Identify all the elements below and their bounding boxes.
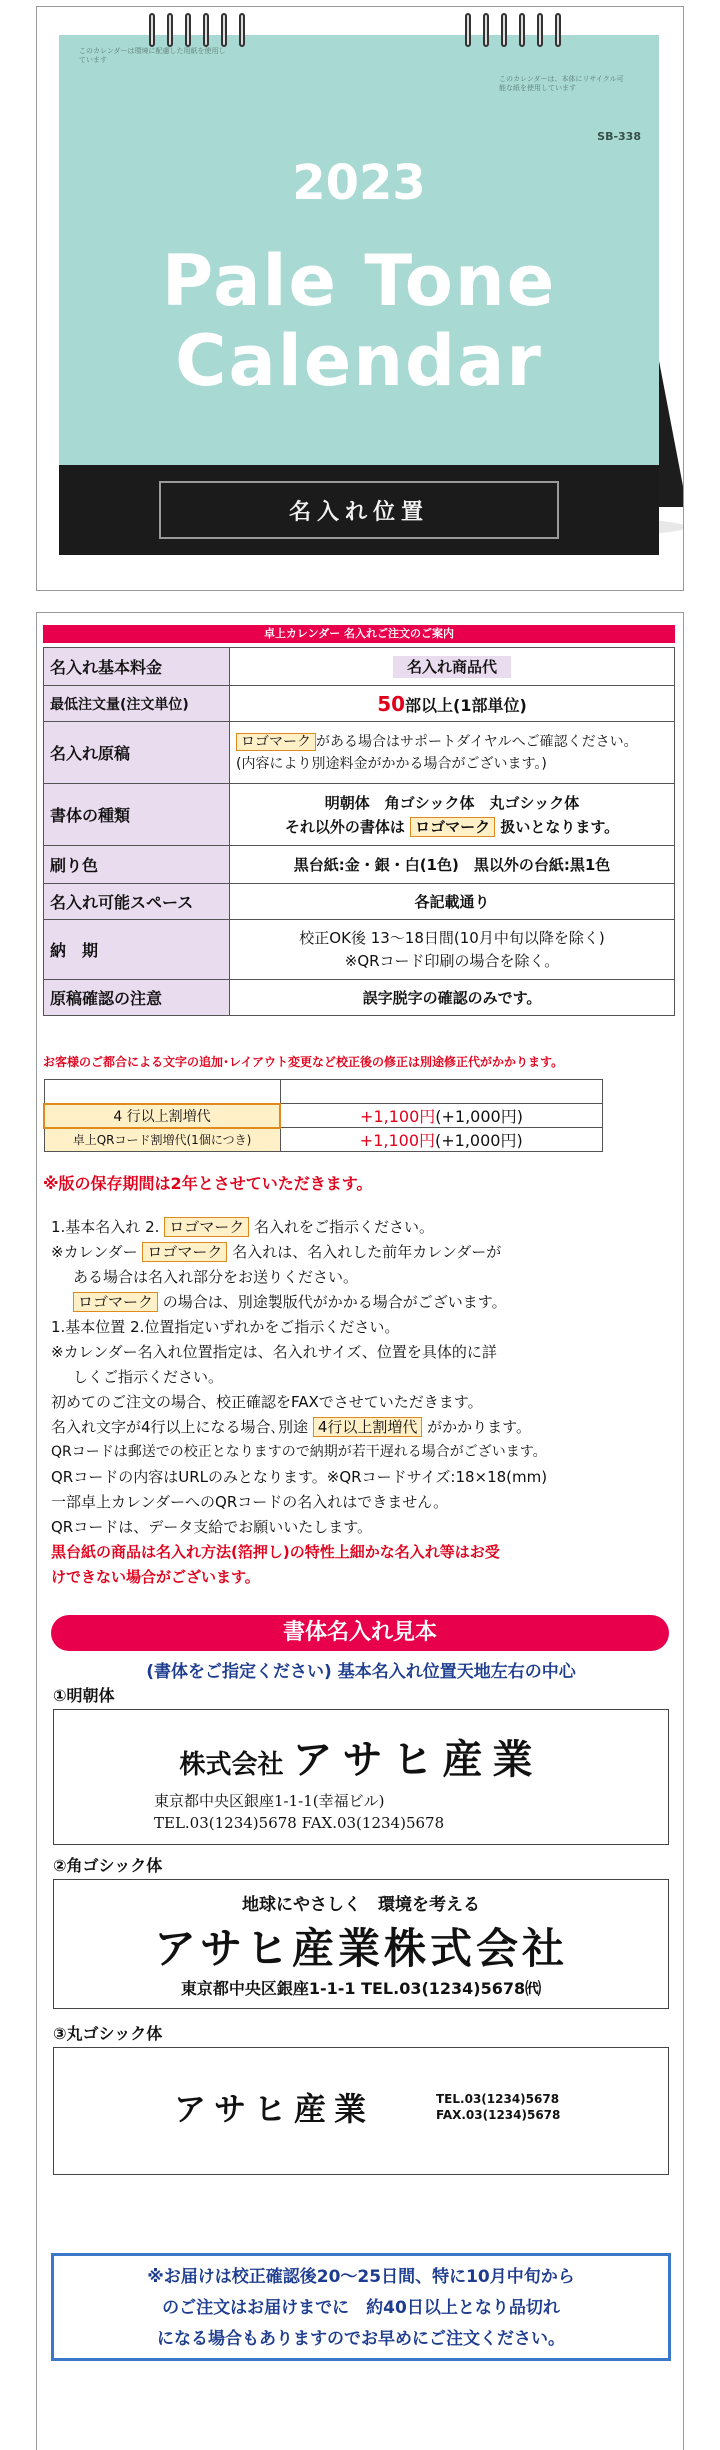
table-row — [44, 846, 675, 884]
maru-tel: TEL.03(1234)5678 — [436, 2092, 560, 2106]
order-info-table — [43, 647, 675, 1016]
name-area-label: 名入れ位置 — [159, 481, 559, 539]
kaku-catchphrase: 地球にやさしく 環境を考える — [242, 1895, 480, 1915]
kaku-address: 東京都中央区銀座1-1-1 TEL.03(1234)5678㈹ — [180, 1979, 542, 1998]
table-row — [44, 784, 675, 846]
table-row — [44, 884, 675, 920]
table-row — [44, 1128, 603, 1152]
proof-label: 原稿確認の注意 — [44, 980, 230, 1016]
note-line: 初めてのご注文の場合、校正確認をFAXでさせていただきます。 — [51, 1393, 483, 1411]
note-line: ロゴマーク の場合は、別途製版代がかかる場合がございます。 — [51, 1290, 671, 1315]
sample-box-kaku — [53, 1879, 669, 2009]
sample-label-maru: ③丸ゴシック体 — [53, 2024, 163, 2043]
revision-note: お客様のご都合による文字の追加･レイアウト変更など校正後の修正は別途修正代がかかります。 — [43, 1055, 564, 1069]
binding-ring — [483, 13, 489, 47]
note-line: 黒台紙の商品は名入れ方法(箔押し)の特性上細かな名入れ等はお受 — [51, 1543, 500, 1561]
surcharge-blank — [280, 1080, 603, 1104]
note-line: ※カレンダー名入れ位置指定は、名入れサイズ、位置を具体的に詳 — [51, 1343, 497, 1361]
binding-ring — [221, 13, 227, 47]
mincho-address: 東京都中央区銀座1-1-1(幸福ビル) — [154, 1792, 385, 1810]
surcharge-qr-label: 卓上QRコード割増代(1個につき) — [44, 1128, 280, 1152]
note-line: しくご指示ください。 — [73, 1368, 224, 1386]
print-color-value: 黒台紙:金・銀・白(1色) 黒以外の台紙:黒1色 — [230, 846, 675, 884]
table-row — [44, 648, 675, 686]
binding-ring — [239, 13, 245, 47]
base-fee-value: 名入れ商品代 — [230, 648, 675, 686]
binding-ring — [555, 13, 561, 47]
base-fee-label: 名入れ基本料金 — [44, 648, 230, 686]
font-sample-header: 書体名入れ見本 — [51, 1615, 669, 1651]
product-image — [36, 6, 684, 591]
delivery-value: 校正OK後 13〜18日間(10月中旬以降を除く) ※QRコード印刷の場合を除く。 — [230, 920, 675, 980]
font-type-label: 書体の種類 — [44, 784, 230, 846]
delivery-label: 納 期 — [44, 920, 230, 980]
note-line: 一部卓上カレンダーへのQRコードの名入れはできません。 — [51, 1493, 449, 1511]
note-line: QRコードは、データ支給でお願いいたします。 — [51, 1518, 373, 1536]
binding-ring — [185, 13, 191, 47]
note-line: QRコードの内容はURLのみとなります。※QRコードサイズ:18×18(mm) — [51, 1468, 548, 1486]
maru-company: アサヒ産業 — [174, 2090, 375, 2128]
calendar-year: 2023 — [292, 155, 426, 211]
fine-print-left: このカレンダーは環境に配慮した用紙を使用しています — [79, 47, 226, 64]
table-row — [44, 722, 675, 784]
surcharge-blank — [44, 1080, 280, 1104]
calendar-title-line2: Calendar — [175, 320, 543, 402]
delivery-notice — [51, 2253, 671, 2361]
mincho-company: 株式会社 アサヒ産業 — [179, 1736, 543, 1783]
table-row — [44, 920, 675, 980]
table-row — [44, 686, 675, 722]
info-header: 卓上カレンダー 名入れご注文のご案内 — [43, 625, 675, 643]
note-line: ※カレンダー ロゴマーク 名入れは、名入れした前年カレンダーが — [51, 1243, 502, 1261]
sample-box-maru — [53, 2047, 669, 2175]
order-info-section — [36, 612, 684, 2450]
font-sample-subtitle: (書体をご指定ください) 基本名入れ位置天地左右の中心 — [146, 1662, 576, 1682]
delivery-line: になる場合もありますのでお早めにご注文ください。 — [157, 2329, 565, 2349]
surcharge-4lines-price: +1,100円(+1,000円) — [280, 1104, 603, 1128]
surcharge-table — [43, 1079, 603, 1152]
product-code: SB-338 — [597, 130, 641, 143]
min-order-value: 50部以上(1部単位) — [230, 686, 675, 722]
table-row — [44, 1104, 603, 1128]
note-line: けできない場合がございます。 — [51, 1568, 260, 1586]
font-type-value: 明朝体 角ゴシック体 丸ゴシック体 それ以外の書体は ロゴマーク 扱いとなります。 — [230, 784, 675, 846]
plate-storage-note: ※版の保存期間は2年とさせていただきます。 — [43, 1174, 373, 1193]
table-row — [44, 1080, 603, 1104]
order-notes — [51, 1215, 671, 1590]
calendar-base — [59, 465, 659, 555]
note-line: ある場合は名入れ部分をお送りください。 — [73, 1268, 359, 1286]
binding-ring — [149, 13, 155, 47]
surcharge-qr-price: +1,100円(+1,000円) — [280, 1128, 603, 1152]
sample-box-mincho — [53, 1709, 669, 1845]
maru-fax: FAX.03(1234)5678 — [436, 2108, 561, 2122]
space-value: 各記載通り — [230, 884, 675, 920]
table-row — [44, 980, 675, 1016]
delivery-line: ※お届けは校正確認後20〜25日間、特に10月中旬から — [147, 2267, 575, 2287]
calendar-face — [59, 35, 659, 465]
min-order-label: 最低注文量(注文単位) — [44, 686, 230, 722]
binding-ring — [501, 13, 507, 47]
fine-print-right: このカレンダーは、本体にリサイクル可能な紙を使用しています — [499, 75, 624, 92]
mincho-tel: TEL.03(1234)5678 FAX.03(1234)5678 — [154, 1814, 445, 1832]
note-line: 名入れ文字が4行以上になる場合､別途 4行以上割増代 がかかります。 — [51, 1418, 531, 1436]
sample-label-kaku: ②角ゴシック体 — [53, 1856, 163, 1875]
binding-ring — [167, 13, 173, 47]
binding-ring — [203, 13, 209, 47]
note-line: 1.基本位置 2.位置指定いずれかをご指示ください。 — [51, 1318, 400, 1336]
note-line: 1.基本名入れ 2. ロゴマーク 名入れをご指示ください。 — [51, 1218, 434, 1236]
binding-ring — [519, 13, 525, 47]
space-label: 名入れ可能スペース — [44, 884, 230, 920]
calendar-title-line1: Pale Tone — [161, 240, 557, 322]
binding-ring — [465, 13, 471, 47]
binding-ring — [537, 13, 543, 47]
manuscript-label: 名入れ原稿 — [44, 722, 230, 784]
print-color-label: 刷り色 — [44, 846, 230, 884]
sample-label-mincho: ①明朝体 — [53, 1686, 115, 1705]
manuscript-value: ロゴマーク がある場合はサポートダイヤルへご確認ください。 (内容により別途料金がかかる場合がございます。) — [230, 722, 675, 784]
note-line: QRコードは郵送での校正となりますので納期が若干遅れる場合がございます。 — [51, 1444, 547, 1460]
delivery-line: のご注文はお届けまでに 約40日以上となり品切れ — [162, 2298, 560, 2318]
proof-value: 誤字脱字の確認のみです。 — [230, 980, 675, 1016]
surcharge-4lines-label: 4 行以上割増代 — [44, 1104, 280, 1128]
kaku-company: アサヒ産業株式会社 — [153, 1924, 568, 1973]
